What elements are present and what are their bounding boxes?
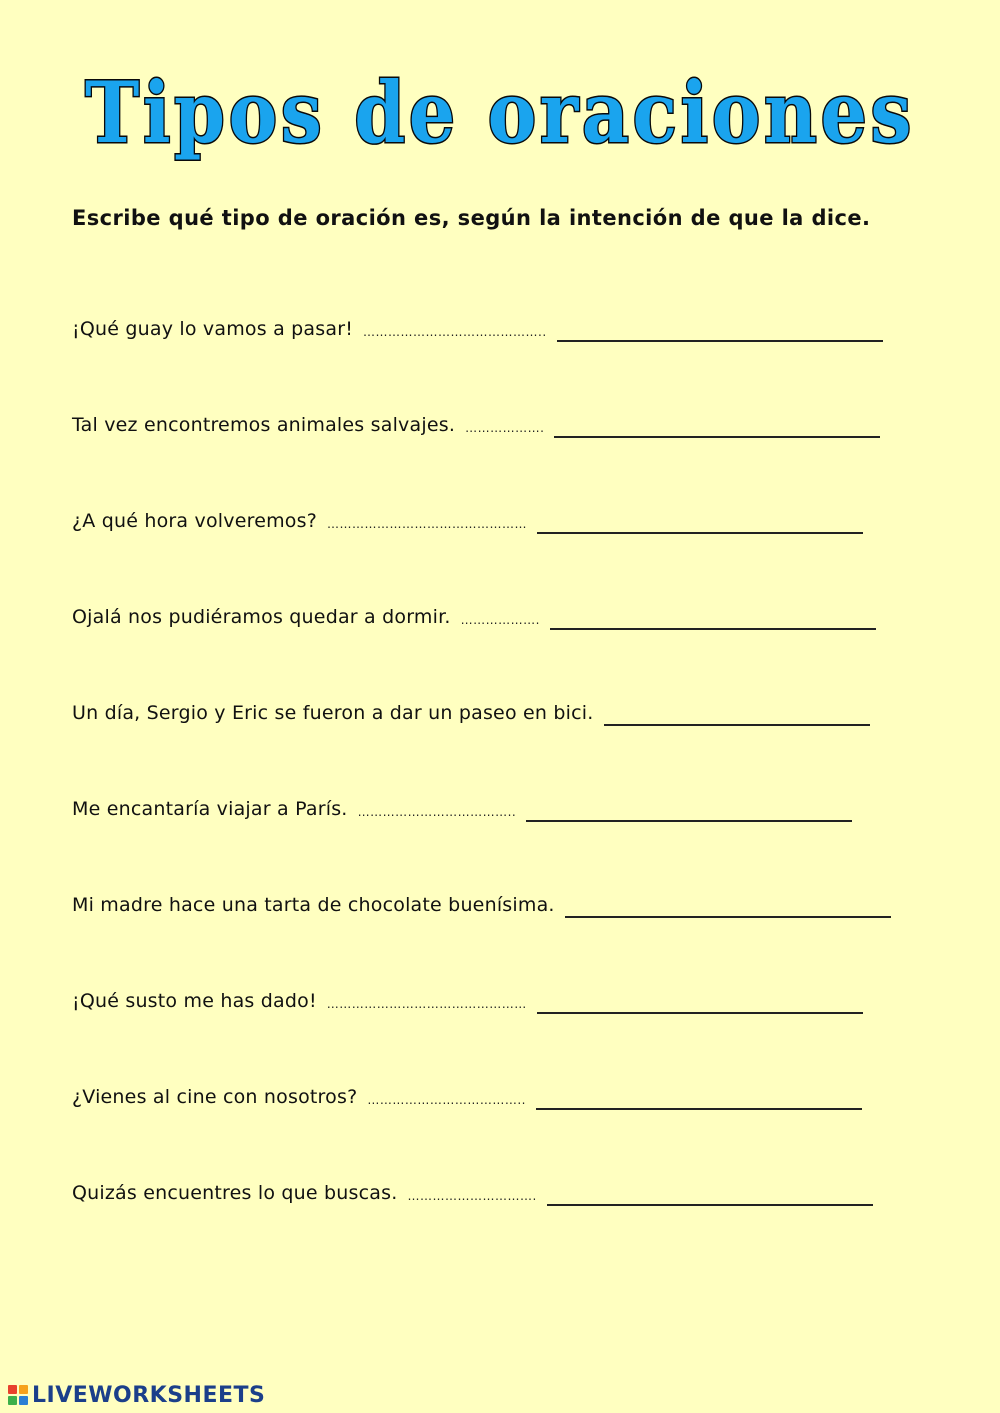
exercise-row-10	[72, 1166, 952, 1206]
answer-field-1[interactable]	[557, 320, 883, 342]
answer-field-2[interactable]	[554, 416, 880, 438]
footer-brand[interactable]	[8, 1380, 265, 1410]
sentence-text: ¡Qué susto me has dado!	[72, 990, 317, 1012]
answer-field-6[interactable]	[526, 800, 852, 822]
exercise-row-9	[72, 1070, 952, 1110]
sentence-text: Quizás encuentres lo que buscas.	[72, 1182, 398, 1204]
exercise-row-5	[72, 686, 952, 726]
logo-square-orange	[19, 1385, 28, 1394]
sentence-text: Un día, Sergio y Eric se fueron a dar un paseo en bici.	[72, 702, 594, 724]
sentence-text: ¡Qué guay lo vamos a pasar!	[72, 318, 354, 340]
dotted-leader: ………………………………..	[367, 1093, 526, 1107]
sentence-text: ¿Vienes al cine con nosotros?	[72, 1086, 358, 1108]
logo-square-green	[8, 1396, 17, 1405]
dotted-leader: ………………………….	[407, 1189, 537, 1203]
exercise-row-8	[72, 974, 952, 1014]
instruction-text: Escribe qué tipo de oración es, según la intención de que la dice.	[72, 206, 871, 230]
dotted-leader: …………………………………………	[327, 517, 527, 531]
logo-square-blue	[19, 1396, 28, 1405]
exercise-row-1	[72, 302, 952, 342]
sentence-text: ¿A qué hora volveremos?	[72, 510, 317, 532]
worksheet-title-art	[70, 60, 930, 170]
sentence-text: Me encantaría viajar a París.	[72, 798, 348, 820]
answer-field-8[interactable]	[537, 992, 863, 1014]
sentence-text: Mi madre hace una tarta de chocolate buenísima.	[72, 894, 555, 916]
exercise-row-7	[72, 878, 952, 918]
dotted-leader: ………………………………..	[357, 805, 517, 819]
sentence-text: Tal vez encontremos animales salvajes.	[72, 414, 456, 436]
answer-field-5[interactable]	[604, 704, 870, 726]
brand-name: LIVEWORKSHEETS	[32, 1382, 266, 1408]
logo-square-red	[8, 1385, 17, 1394]
worksheet-title	[70, 60, 930, 170]
exercise-row-6	[72, 782, 952, 822]
liveworksheets-logo-icon	[8, 1385, 28, 1405]
answer-field-3[interactable]	[537, 512, 863, 534]
worksheet-title-text: Tipos de oraciones	[85, 63, 915, 162]
exercise-row-4	[72, 590, 952, 630]
sentence-text: Ojalá nos pudiéramos quedar a dormir.	[72, 606, 451, 628]
dotted-leader: …………………………………………	[326, 997, 527, 1011]
answer-field-9[interactable]	[536, 1088, 862, 1110]
dotted-leader: ……………………………………..	[363, 325, 547, 339]
dotted-leader: ……………….	[460, 613, 540, 627]
exercise-row-2	[72, 398, 952, 438]
answer-field-10[interactable]	[547, 1184, 873, 1206]
answer-field-7[interactable]	[565, 896, 891, 918]
dotted-leader: ……………….	[465, 421, 545, 435]
answer-field-4[interactable]	[550, 608, 876, 630]
exercise-row-3	[72, 494, 952, 534]
